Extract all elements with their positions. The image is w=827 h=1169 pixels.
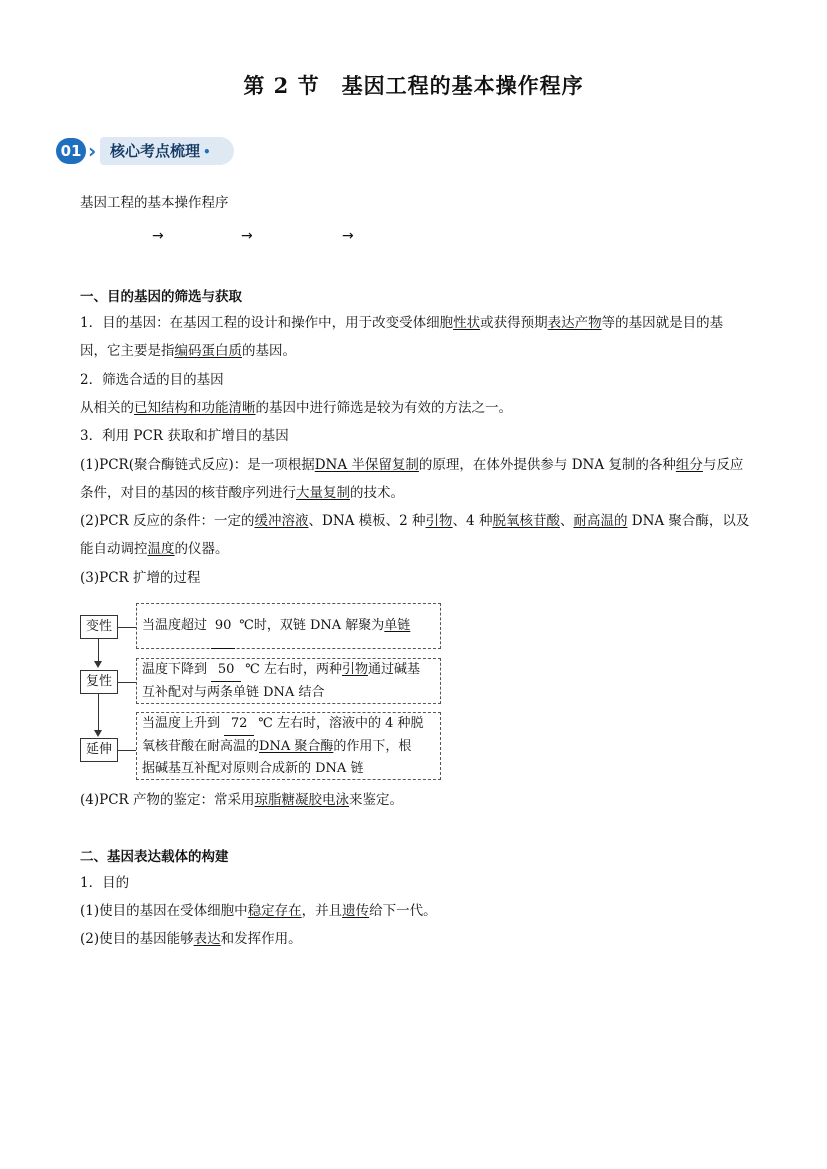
paragraph-target-gene-line2: 因，它主要是指编码蛋白质的基因。 (80, 343, 296, 359)
pcr-conditions-line1: (2)PCR 反应的条件：一定的缓冲溶液、DNA 模板、2 种引物、4 种脱氧核苷酸、耐高温的 DNA 聚合酶，以及 (80, 513, 750, 529)
blank-temperature-extend: 72 (224, 713, 254, 736)
purpose-1: (1)使目的基因在受体细胞中稳定存在，并且遗传给下一代。 (80, 903, 437, 919)
section1-heading: 一、目的基因的筛选与获取 (80, 289, 242, 305)
extend-description: 当温度上升到 72 ℃ 左右时，溶液中的 4 种脱 氧核苷酸在耐高温的DNA 聚合酶的作用下，根 据碱基互补配对原则合成新的 DNA 链 (136, 712, 441, 780)
pcr-definition-line2: 条件，对目的基因的核苷酸序列进行大量复制的技术。 (80, 485, 404, 501)
flow-line (98, 639, 99, 661)
step-extend: 延伸 (80, 738, 118, 762)
dot-icon: • (203, 145, 211, 159)
screening-heading: 2．筛选合适的目的基因 (80, 372, 224, 388)
screening-text: 从相关的已知结构和功能清晰的基因中进行筛选是较为有效的方法之一。 (80, 400, 512, 416)
paragraph-target-gene-line1: 1．目的基因：在基因工程的设计和操作中，用于改变受体细胞性状或获得预期表达产物等的基因就是目的基 (80, 315, 724, 331)
section2-sub: 1．目的 (80, 875, 130, 891)
section2-heading: 二、基因表达载体的构建 (80, 849, 229, 865)
flow-arrow-3: → (342, 228, 354, 244)
arrow-down-icon (94, 730, 102, 737)
flow-arrow-2: → (241, 228, 253, 244)
step-denature: 变性 (80, 615, 118, 639)
connector-line (118, 750, 136, 751)
denature-description: 当温度超过 90 ℃时，双链 DNA 解聚为单链 (136, 603, 441, 649)
flow-line (98, 694, 99, 730)
chevron-right-icon: › (88, 139, 97, 163)
pcr-conditions-line2: 能自动调控温度的仪器。 (80, 541, 229, 557)
pcr-process-heading: (3)PCR 扩增的过程 (80, 570, 201, 586)
intro-text: 基因工程的基本操作程序 (80, 195, 229, 211)
purpose-2: (2)使目的基因能够表达和发挥作用。 (80, 931, 302, 947)
banner-label: 核心考点梳理 • (100, 137, 234, 165)
section-banner (56, 136, 241, 168)
step-anneal: 复性 (80, 670, 118, 694)
page-title: 第 2 节 基因工程的基本操作程序 (243, 73, 584, 98)
flow-arrow-1: → (152, 228, 164, 244)
connector-line (118, 682, 136, 683)
pcr-definition-line1: (1)PCR(聚合酶链式反应)：是一项根据DNA 半保留复制的原理，在体外提供参与 DNA 复制的各种组分与反应 (80, 457, 744, 473)
anneal-description: 温度下降到 50 ℃ 左右时，两种引物通过碱基 互补配对与两条单链 DNA 结合 (136, 658, 441, 704)
banner-number: 01 (56, 138, 86, 164)
blank-temperature-anneal: 50 (211, 659, 241, 682)
pcr-identification: (4)PCR 产物的鉴定：常采用琼脂糖凝胶电泳来鉴定。 (80, 792, 403, 808)
pcr-process-diagram (80, 601, 442, 781)
arrow-down-icon (94, 661, 102, 668)
pcr-heading: 3．利用 PCR 获取和扩增目的基因 (80, 428, 289, 444)
blank-temperature-denature: 90 (211, 604, 235, 649)
connector-line (118, 627, 136, 628)
